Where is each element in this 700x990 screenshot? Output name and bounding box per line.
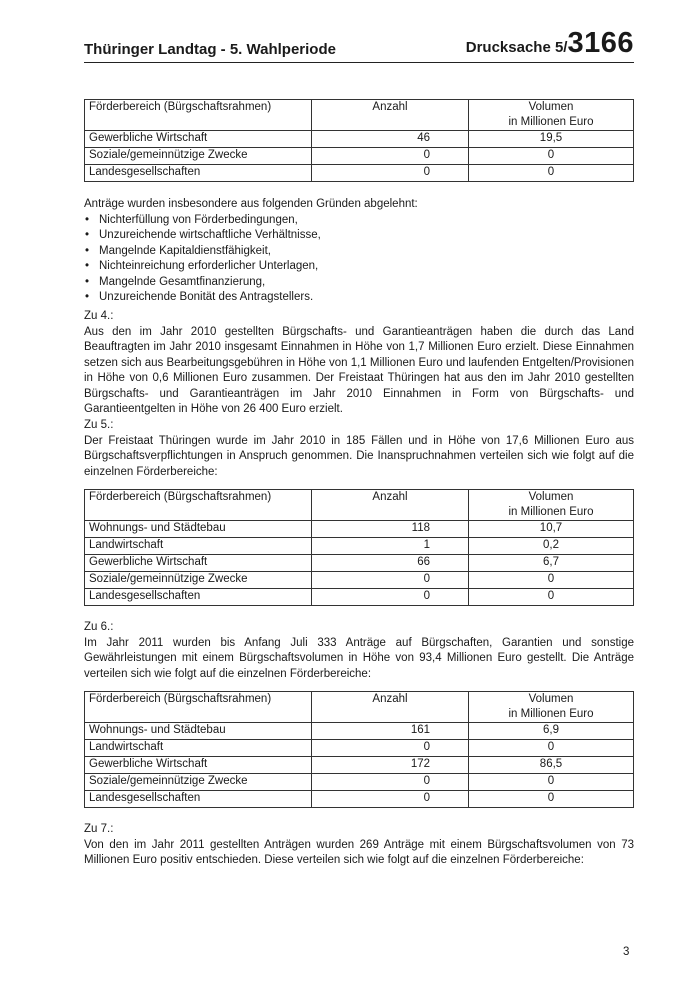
header-count: Anzahl xyxy=(312,100,469,131)
page-header xyxy=(84,28,634,63)
page-number: 3 xyxy=(623,946,630,958)
table-header-row xyxy=(85,490,634,521)
cell-count: 0 xyxy=(423,792,430,804)
list-item: • Mangelnde Gesamtfinanzierung, xyxy=(84,275,634,291)
table-row xyxy=(85,538,634,555)
doc-label: Drucksache 5/ xyxy=(465,39,568,56)
cell-area: Landwirtschaft xyxy=(85,538,312,555)
section-5 xyxy=(84,418,634,480)
header-volume xyxy=(469,490,634,521)
cell-volume: 86,5 xyxy=(469,757,634,774)
cell-area: Soziale/gemeinnützige Zwecke xyxy=(85,148,312,165)
cell-area: Wohnungs- und Städtebau xyxy=(85,521,312,538)
cell-area: Landesgesellschaften xyxy=(85,165,312,182)
section-4 xyxy=(84,309,634,418)
header-count: Anzahl xyxy=(312,692,469,723)
rejection-reasons xyxy=(84,197,634,306)
list-item: • Unzureichende wirtschaftliche Verhältnisse, xyxy=(84,228,634,244)
table-row xyxy=(85,131,634,148)
cell-count: 66 xyxy=(417,556,430,568)
table-claims-2010 xyxy=(84,489,634,606)
cell-volume: 19,5 xyxy=(469,131,634,148)
list-item: • Nichterfüllung von Förderbedingungen, xyxy=(84,213,634,229)
table-row xyxy=(85,723,634,740)
header-volume-line1: Volumen xyxy=(528,491,574,503)
cell-count: 0 xyxy=(423,149,430,161)
cell-volume: 0 xyxy=(469,572,634,589)
table-applications-2011 xyxy=(84,691,634,808)
table-row xyxy=(85,148,634,165)
header-volume-line2: in Millionen Euro xyxy=(508,506,594,518)
section-paragraph: Der Freistaat Thüringen wurde im Jahr 2010 in 185 Fällen und in Höhe von 17,6 Millionen Euro aus Bürgschaftsverpflichtungen in Anspruch genommen. Die Inanspruchnahmen verteilen sich wie folgt auf die einzelnen Förderbereiche: xyxy=(84,434,634,478)
list-item: • Unzureichende Bonität des Antragstellers. xyxy=(84,290,634,306)
table-row xyxy=(85,791,634,808)
cell-volume: 6,7 xyxy=(469,555,634,572)
cell-count: 1 xyxy=(423,539,430,551)
cell-count: 118 xyxy=(411,522,430,534)
cell-count: 0 xyxy=(423,775,430,787)
cell-count: 161 xyxy=(410,724,430,736)
cell-volume: 0 xyxy=(469,774,634,791)
doc-number: 3166 xyxy=(567,27,634,59)
table-rejected-applications xyxy=(84,99,634,182)
header-area: Förderbereich (Bürgschaftsrahmen) xyxy=(85,692,312,723)
cell-area: Landesgesellschaften xyxy=(85,589,312,606)
cell-area: Gewerbliche Wirtschaft xyxy=(85,757,312,774)
section-heading: Zu 5.: xyxy=(84,419,114,431)
section-paragraph: Aus den im Jahr 2010 gestellten Bürgschafts- und Garantieanträgen haben die durch das Land Beauftragten im Jahr 2010 insgesamt Einnahmen in Höhe von 1,7 Millionen Euro erzielt. Diese Einnahmen setzen sich aus Bearbeitungsgebühren in Höhe von 1,1 Millionen Euro und laufenden Entgelten/Provisionen in Höhe von 0,6 Millionen Euro zusammen. Der Freistaat Thüringen hat aus den im Jahr 2010 gestellten Bürgschafts- und Garantieanträgen im Jahr 2010 Einnahmen in Form von Bürgschafts- und Garantieentgelten in Höhe von 26 400 Euro erzielt. xyxy=(84,325,634,415)
table-row xyxy=(85,521,634,538)
cell-volume: 0 xyxy=(469,165,634,182)
table-row xyxy=(85,165,634,182)
cell-count: 0 xyxy=(423,590,430,602)
cell-volume: 0 xyxy=(469,791,634,808)
cell-area: Soziale/gemeinnützige Zwecke xyxy=(85,774,312,791)
cell-area: Gewerbliche Wirtschaft xyxy=(85,555,312,572)
cell-count: 0 xyxy=(423,166,430,178)
cell-volume: 0 xyxy=(469,148,634,165)
cell-count: 0 xyxy=(423,741,430,753)
header-volume xyxy=(469,692,634,723)
cell-count: 46 xyxy=(417,132,430,144)
header-volume-line2: in Millionen Euro xyxy=(508,116,594,128)
cell-area: Wohnungs- und Städtebau xyxy=(85,723,312,740)
header-volume xyxy=(469,100,634,131)
header-volume-line2: in Millionen Euro xyxy=(508,708,594,720)
table-row xyxy=(85,555,634,572)
cell-count: 0 xyxy=(423,573,430,585)
cell-area: Gewerbliche Wirtschaft xyxy=(85,131,312,148)
header-area: Förderbereich (Bürgschaftsrahmen) xyxy=(85,100,312,131)
table-row xyxy=(85,774,634,791)
table-row xyxy=(85,589,634,606)
printed-matter-number xyxy=(466,27,634,60)
cell-area: Landwirtschaft xyxy=(85,740,312,757)
header-count: Anzahl xyxy=(312,490,469,521)
cell-volume: 6,9 xyxy=(469,723,634,740)
cell-volume: 0,2 xyxy=(469,538,634,555)
table-row xyxy=(85,740,634,757)
header-area: Förderbereich (Bürgschaftsrahmen) xyxy=(85,490,312,521)
cell-volume: 0 xyxy=(469,740,634,757)
section-6 xyxy=(84,620,634,682)
section-heading: Zu 4.: xyxy=(84,310,114,322)
cell-area: Soziale/gemeinnützige Zwecke xyxy=(85,572,312,589)
header-volume-line1: Volumen xyxy=(528,693,574,705)
header-volume-line1: Volumen xyxy=(528,101,574,113)
list-item: • Nichteinreichung erforderlicher Unterlagen, xyxy=(84,259,634,275)
list-item: • Mangelnde Kapitaldienstfähigkeit, xyxy=(84,244,634,260)
section-7 xyxy=(84,822,634,869)
table-row xyxy=(85,757,634,774)
cell-count: 172 xyxy=(410,758,430,770)
cell-volume: 0 xyxy=(469,589,634,606)
section-heading: Zu 6.: xyxy=(84,621,114,633)
parliament-title: Thüringer Landtag - 5. Wahlperiode xyxy=(84,41,336,58)
table-header-row xyxy=(85,692,634,723)
rejection-intro: Anträge wurden insbesondere aus folgenden Gründen abgelehnt: xyxy=(84,198,418,210)
cell-volume: 10,7 xyxy=(469,521,634,538)
cell-area: Landesgesellschaften xyxy=(85,791,312,808)
section-paragraph: Von den im Jahr 2011 gestellten Anträgen wurden 269 Anträge mit einem Bürgschaftsvolumen von 73 Millionen Euro positiv entschieden. Diese verteilen sich wie folgt auf die einzelnen Förderbereiche: xyxy=(84,838,634,866)
table-row xyxy=(85,572,634,589)
section-heading: Zu 7.: xyxy=(84,823,114,835)
table-header-row xyxy=(85,100,634,131)
section-paragraph: Im Jahr 2011 wurden bis Anfang Juli 333 Anträge auf Bürgschaften, Garantien und sonstige Gewährleistungen mit einem Bürgschaftsvolumen in Höhe von 93,4 Millionen Euro gestellt. Die Anträge verteilen sich wie folgt auf die einzelnen Förderbereiche: xyxy=(84,636,634,680)
rejection-list xyxy=(84,213,634,306)
